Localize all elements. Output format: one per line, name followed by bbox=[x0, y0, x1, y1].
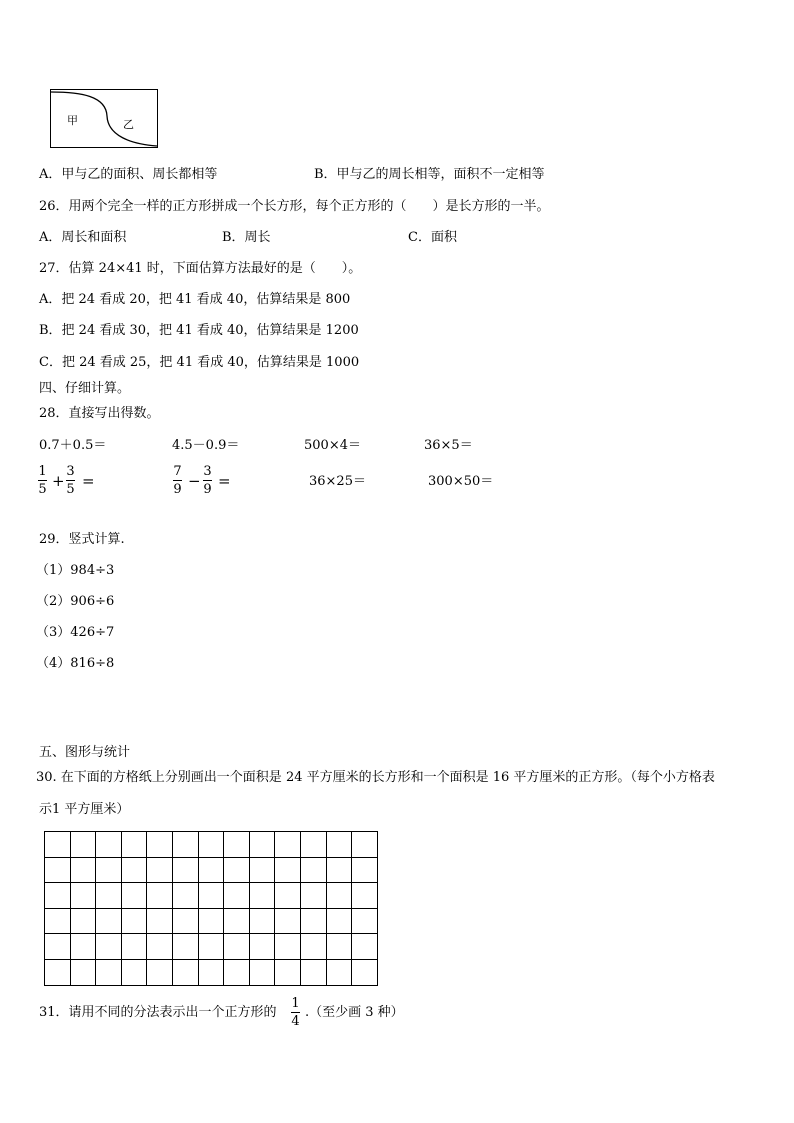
grid-cell[interactable] bbox=[199, 858, 225, 884]
grid-cell[interactable] bbox=[45, 909, 71, 935]
denominator: 5 bbox=[38, 482, 47, 497]
grid-cell[interactable] bbox=[352, 883, 378, 909]
q25-option-b: B．甲与乙的周长相等，面积不一定相等 bbox=[314, 167, 545, 182]
grid-cell[interactable] bbox=[71, 832, 97, 858]
grid-cell[interactable] bbox=[352, 858, 378, 884]
grid-cell[interactable] bbox=[147, 883, 173, 909]
q28-frac1-op: + bbox=[52, 472, 65, 490]
section-4-title: 四、仔细计算。 bbox=[39, 381, 131, 396]
grid-cell[interactable] bbox=[45, 934, 71, 960]
q28-stem: 28．直接写出得数。 bbox=[39, 406, 160, 421]
q28-frac1-eq: = bbox=[82, 472, 95, 490]
section-5-title: 五、图形与统计 bbox=[39, 745, 131, 760]
grid-cell[interactable] bbox=[96, 909, 122, 935]
grid-cell[interactable] bbox=[45, 832, 71, 858]
grid-cell[interactable] bbox=[327, 960, 353, 986]
grid-cell[interactable] bbox=[224, 934, 250, 960]
grid-cell[interactable] bbox=[250, 858, 276, 884]
grid-cell[interactable] bbox=[71, 909, 97, 935]
q31-stem-before: 31．请用不同的分法表示出一个正方形的 bbox=[39, 1005, 277, 1020]
grid-cell[interactable] bbox=[250, 960, 276, 986]
grid-cell[interactable] bbox=[275, 832, 301, 858]
numerator: 1 bbox=[291, 996, 300, 1011]
q29-stem: 29．竖式计算. bbox=[39, 532, 125, 547]
grid-cell[interactable] bbox=[173, 858, 199, 884]
grid-cell[interactable] bbox=[199, 934, 225, 960]
grid-cell[interactable] bbox=[96, 883, 122, 909]
grid-cell[interactable] bbox=[275, 960, 301, 986]
grid-cell[interactable] bbox=[250, 832, 276, 858]
grid-cell[interactable] bbox=[147, 832, 173, 858]
q25-option-a: A．甲与乙的面积、周长都相等 bbox=[39, 167, 218, 182]
q26-stem: 26．用两个完全一样的正方形拼成一个长方形，每个正方形的（ ）是长方形的一半。 bbox=[39, 199, 550, 214]
grid-cell[interactable] bbox=[327, 858, 353, 884]
grid-cell[interactable] bbox=[199, 960, 225, 986]
grid-cell[interactable] bbox=[275, 934, 301, 960]
square-grid-paper[interactable] bbox=[44, 831, 378, 986]
q28-frac2-b bbox=[203, 463, 212, 498]
q29-item-3: （3）426÷7 bbox=[36, 625, 115, 640]
denominator: 9 bbox=[203, 482, 212, 497]
grid-cell[interactable] bbox=[301, 832, 327, 858]
grid-cell[interactable] bbox=[327, 883, 353, 909]
q29-item-4: （4）816÷8 bbox=[36, 656, 115, 671]
numerator: 1 bbox=[38, 464, 47, 479]
q26-option-c: C．面积 bbox=[408, 230, 457, 245]
grid-cell[interactable] bbox=[45, 883, 71, 909]
grid-cell[interactable] bbox=[199, 832, 225, 858]
q29-item-1: （1）984÷3 bbox=[36, 563, 115, 578]
grid-cell[interactable] bbox=[301, 858, 327, 884]
grid-cell[interactable] bbox=[199, 883, 225, 909]
grid-cell[interactable] bbox=[224, 832, 250, 858]
denominator: 5 bbox=[66, 482, 75, 497]
q28-frac2-eq: = bbox=[218, 472, 231, 490]
grid-cell[interactable] bbox=[301, 883, 327, 909]
q30-stem-line2: 示1 平方厘米） bbox=[39, 802, 130, 817]
grid-cell[interactable] bbox=[352, 960, 378, 986]
q31-fraction bbox=[291, 995, 300, 1030]
grid-cell[interactable] bbox=[96, 934, 122, 960]
numerator: 7 bbox=[173, 464, 182, 479]
grid-cell[interactable] bbox=[173, 883, 199, 909]
q31-stem-after: .（至少画 3 种） bbox=[305, 1005, 404, 1020]
grid-cell[interactable] bbox=[122, 883, 148, 909]
grid-cell[interactable] bbox=[45, 858, 71, 884]
grid-cell[interactable] bbox=[122, 960, 148, 986]
grid-cell[interactable] bbox=[352, 909, 378, 935]
grid-cell[interactable] bbox=[199, 909, 225, 935]
grid-cell[interactable] bbox=[71, 960, 97, 986]
q28-expr-4: 36×5＝ bbox=[424, 438, 473, 453]
grid-cell[interactable] bbox=[301, 934, 327, 960]
q26-option-b: B．周长 bbox=[222, 230, 271, 245]
denominator: 4 bbox=[291, 1014, 300, 1029]
grid-cell[interactable] bbox=[122, 858, 148, 884]
grid-cell[interactable] bbox=[147, 934, 173, 960]
numerator: 3 bbox=[66, 464, 75, 479]
grid-cell[interactable] bbox=[96, 858, 122, 884]
grid-cell[interactable] bbox=[327, 909, 353, 935]
grid-cell[interactable] bbox=[301, 960, 327, 986]
q27-option-c: C．把 24 看成 25，把 41 看成 40，估算结果是 1000 bbox=[39, 355, 360, 370]
grid-cell[interactable] bbox=[327, 832, 353, 858]
grid-cell[interactable] bbox=[173, 934, 199, 960]
q28-frac2-op: − bbox=[188, 472, 201, 490]
grid-cell[interactable] bbox=[173, 960, 199, 986]
grid-cell[interactable] bbox=[147, 960, 173, 986]
grid-cell[interactable] bbox=[352, 934, 378, 960]
grid-cell[interactable] bbox=[224, 909, 250, 935]
grid-cell[interactable] bbox=[275, 909, 301, 935]
q29-item-2: （2）906÷6 bbox=[36, 594, 115, 609]
grid-cell[interactable] bbox=[96, 832, 122, 858]
grid-cell[interactable] bbox=[173, 832, 199, 858]
q28-expr-3: 500×4＝ bbox=[304, 438, 361, 453]
grid-cell[interactable] bbox=[122, 832, 148, 858]
grid-cell[interactable] bbox=[250, 883, 276, 909]
grid-cell[interactable] bbox=[122, 909, 148, 935]
q28-frac1-b bbox=[66, 463, 75, 498]
grid-cell[interactable] bbox=[250, 934, 276, 960]
grid-cell[interactable] bbox=[224, 858, 250, 884]
grid-cell[interactable] bbox=[327, 934, 353, 960]
numerator: 3 bbox=[203, 464, 212, 479]
label-jia: 甲 bbox=[67, 114, 78, 127]
denominator: 9 bbox=[173, 482, 182, 497]
q30-stem-line1: 30. 在下面的方格纸上分别画出一个面积是 24 平方厘米的长方形和一个面积是 16 平方厘米的正方形。（每个小方格表 bbox=[36, 770, 715, 785]
q27-option-b: B．把 24 看成 30，把 41 看成 40，估算结果是 1200 bbox=[39, 323, 359, 338]
q28-expr-1: 0.7＋0.5＝ bbox=[39, 438, 107, 453]
grid-cell[interactable] bbox=[122, 934, 148, 960]
q28-frac2-a bbox=[173, 463, 182, 498]
grid-cell[interactable] bbox=[71, 934, 97, 960]
q28-frac1-a bbox=[38, 463, 47, 498]
q26-option-a: A．周长和面积 bbox=[39, 230, 127, 245]
grid-cell[interactable] bbox=[301, 909, 327, 935]
grid-cell[interactable] bbox=[173, 909, 199, 935]
grid-cell[interactable] bbox=[71, 858, 97, 884]
q27-stem: 27．估算 24×41 时，下面估算方法最好的是（ ）。 bbox=[39, 261, 362, 276]
grid-cell[interactable] bbox=[275, 883, 301, 909]
q27-option-a: A．把 24 看成 20，把 41 看成 40，估算结果是 800 bbox=[39, 292, 351, 307]
grid-cell[interactable] bbox=[352, 832, 378, 858]
shape-figure bbox=[50, 89, 158, 148]
grid-cell[interactable] bbox=[147, 858, 173, 884]
q28-expr-6: 300×50＝ bbox=[428, 474, 494, 489]
grid-cell[interactable] bbox=[96, 960, 122, 986]
grid-cell[interactable] bbox=[275, 858, 301, 884]
grid-cell[interactable] bbox=[45, 960, 71, 986]
grid-cell[interactable] bbox=[147, 909, 173, 935]
label-yi: 乙 bbox=[123, 118, 134, 131]
grid-cell[interactable] bbox=[71, 883, 97, 909]
q28-expr-5: 36×25＝ bbox=[309, 474, 366, 489]
q28-expr-2: 4.5－0.9＝ bbox=[172, 438, 240, 453]
grid-cell[interactable] bbox=[250, 909, 276, 935]
grid-cell[interactable] bbox=[224, 960, 250, 986]
grid-cell[interactable] bbox=[224, 883, 250, 909]
